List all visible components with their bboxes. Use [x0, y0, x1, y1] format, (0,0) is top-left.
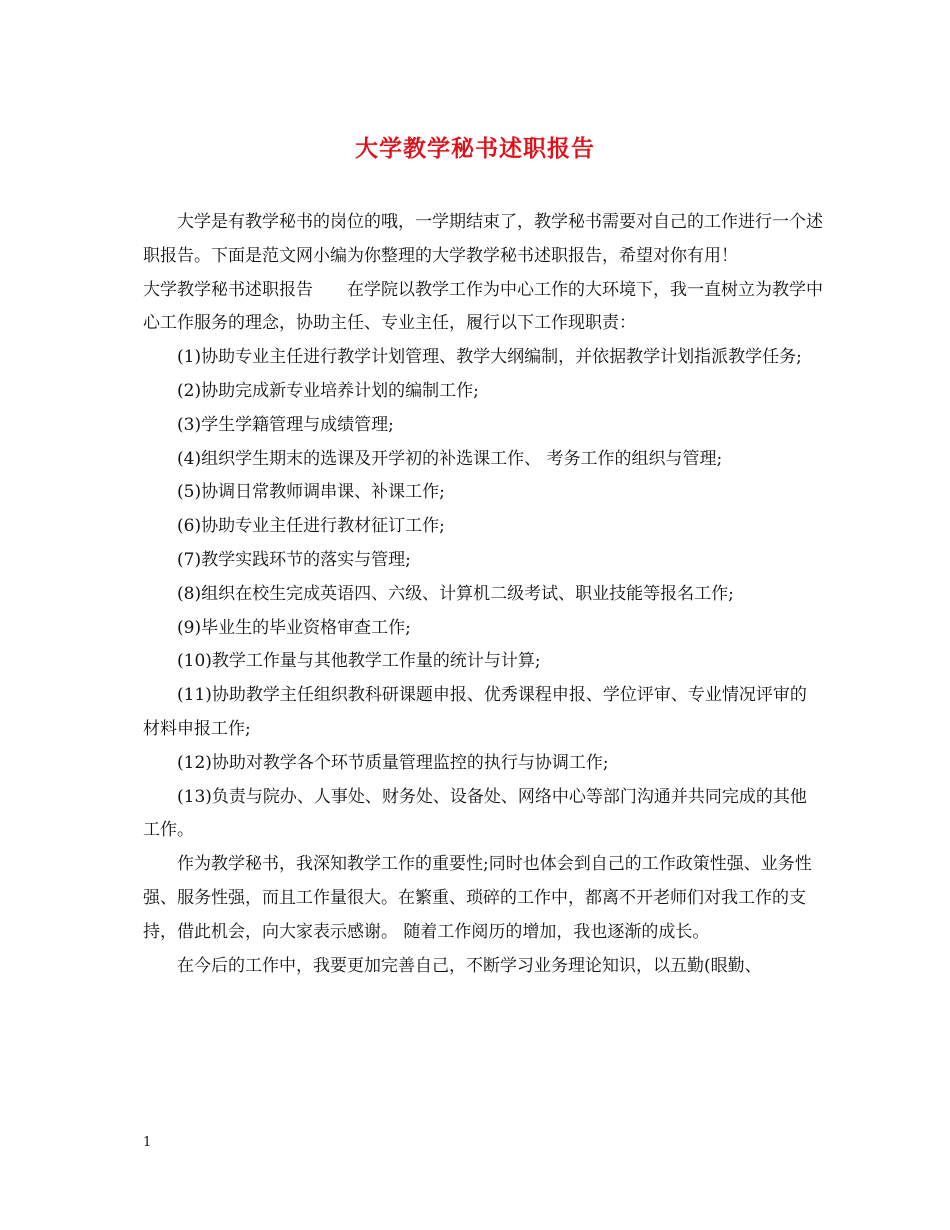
duty-item-10: (10)教学工作量与其他教学工作量的统计与计算;: [177, 651, 541, 672]
duty-item-1: (1)协助专业主任进行教学计划管理、教学大纲编制，并依据教学计划指派教学任务;: [177, 347, 802, 368]
duty-item-13: (13)负责与院办、人事处、财务处、设备处、网络中心等部门沟通并共同完成的其他工作。: [143, 786, 807, 841]
page-number: 1: [143, 1135, 152, 1150]
duty-item-2: (2)协助完成新专业培养计划的编制工作;: [177, 380, 479, 401]
paragraph-intro: 大学是有教学秘书的岗位的哦，一学期结束了，教学秘书需要对自己的工作进行一个述职报告。下面是范文网小编为你整理的大学教学秘书述职报告，希望对你有用！: [143, 212, 823, 266]
duty-item-3: (3)学生学籍管理与成绩管理;: [177, 414, 394, 435]
document-title: 大学教学秘书述职报告: [355, 135, 595, 162]
duty-item-7: (7)教学实践环节的落实与管理;: [177, 549, 411, 570]
paragraph-reflection: 作为教学秘书，我深知教学工作的重要性;同时也体会到自己的工作政策性强、业务性强、服务性强，而且工作量很大。在繁重、琐碎的工作中，都离不开老师们对我工作的支持，借此机会，向大家表示感谢。 随着工作阅历的增加，我也逐渐的成长。: [143, 854, 812, 942]
duty-item-12: (12)协助对教学各个环节质量管理监控的执行与协调工作;: [177, 752, 609, 773]
duty-item-5: (5)协调日常教师调串课、补课工作;: [177, 482, 445, 503]
duty-item-8: (8)组织在校生完成英语四、六级、计算机二级考试、职业技能等报名工作;: [177, 583, 734, 604]
paragraph-future: 在今后的工作中，我要更加完善自己，不断学习业务理论知识，以五勤(眼勤、: [177, 955, 762, 976]
duty-item-6: (6)协助专业主任进行教材征订工作;: [177, 516, 445, 537]
duty-item-9: (9)毕业生的毕业资格审查工作;: [177, 617, 411, 638]
duty-item-4: (4)组织学生期末的选课及开学初的补选课工作、 考务工作的组织与管理;: [177, 448, 723, 469]
document-body: [143, 206, 823, 983]
paragraph-report-heading: 大学教学秘书述职报告 在学院以教学工作为中心工作的大环境下，我一直树立为教学中心工作服务的理念，协助主任、专业主任，履行以下工作现职责：: [143, 279, 823, 334]
duty-item-11: (11)协助教学主任组织教科研课题申报、优秀课程申报、学位评审、专业情况评审的材料申报工作;: [143, 685, 807, 739]
